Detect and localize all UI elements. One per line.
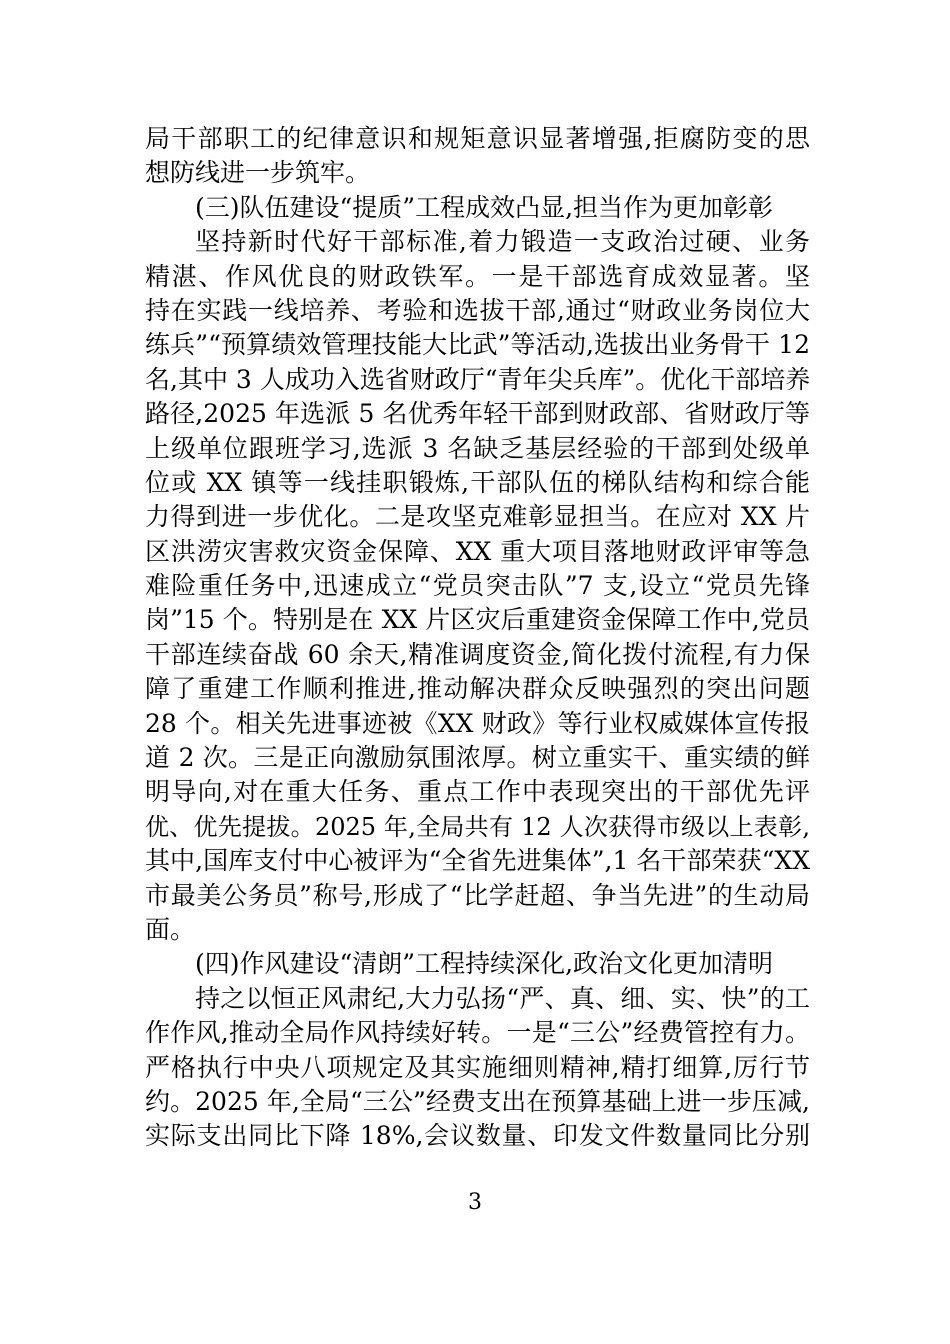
text-line: 岗”15 个。特别是在 XX 片区灾后重建资金保障工作中,党员 (145, 605, 810, 635)
text-line: 难险重任务中,迅速成立“党员突击队”7 支,设立“党员先锋 (145, 571, 810, 601)
text-line: 干部连续奋战 60 余天,精准调度资金,简化拨付流程,有力保 (145, 639, 810, 669)
text-line: 实际支出同比下降 18%,会议数量、印发文件数量同比分别 (145, 1121, 810, 1151)
text-line: 市最美公务员”称号,形成了“比学赶超、争当先进”的生动局 (145, 880, 810, 910)
text-line: 持在实践一线培养、考验和选拔干部,通过“财政业务岗位大 (145, 295, 810, 325)
text-line: 作作风,推动全局作风持续好转。一是“三公”经费管控有力。 (145, 1018, 810, 1048)
text-line: 上级单位跟班学习,选派 3 名缺乏基层经验的干部到处级单 (145, 433, 810, 463)
text-line: 明导向,对在重大任务、重点工作中表现突出的干部优先评 (145, 777, 810, 807)
text-line: 练兵”“预算绩效管理技能大比武”等活动,选拔出业务骨干 12 (145, 330, 810, 360)
text-line: 位或 XX 镇等一线挂职锻炼,干部队伍的梯队结构和综合能 (145, 467, 810, 497)
section-heading-3: (三)队伍建设“提质”工程成效凸显,担当作为更加彰彰 (195, 192, 774, 222)
text-line: 优、优先提拔。2025 年,全局共有 12 人次获得市级以上表彰, (145, 812, 810, 841)
document-body (145, 122, 810, 1154)
text-line: 坚持新时代好干部标准,着力锻造一支政治过硬、业务 (195, 227, 810, 257)
section-heading-4: (四)作风建设“清朗”工程持续深化,政治文化更加清明 (195, 949, 774, 979)
text-line: 28 个。相关先进事迹被《XX 财政》等行业权威媒体宣传报 (145, 708, 810, 738)
text-line: 局干部职工的纪律意识和规矩意识显著增强,拒腐防变的思 (145, 124, 810, 153)
text-line: 其中,国库支付中心被评为“全省先进集体”,1 名干部荣获“XX (145, 846, 810, 876)
text-line: 障了重建工作顺利推进,推动解决群众反映强烈的突出问题 (145, 674, 810, 704)
page-number: 3 (468, 1190, 482, 1215)
text-line: 力得到进一步优化。二是攻坚克难彰显担当。在应对 XX 片 (145, 502, 810, 532)
text-line: 持之以恒正风肃纪,大力弘扬“严、真、细、实、快”的工 (195, 983, 810, 1013)
text-line: 面。 (145, 914, 196, 944)
text-line: 想防线进一步筑牢。 (145, 158, 371, 188)
text-line: 严格执行中央八项规定及其实施细则精神,精打细算,厉行节 (145, 1052, 810, 1082)
text-line: 精湛、作风优良的财政铁军。一是干部选育成效显著。坚 (145, 261, 810, 291)
text-line: 名,其中 3 人成功入选省财政厅“青年尖兵库”。优化干部培养 (145, 364, 811, 394)
text-line: 路径,2025 年选派 5 名优秀年轻干部到财政部、省财政厅等 (145, 399, 810, 429)
text-line: 约。2025 年,全局“三公”经费支出在预算基础上进一步压减, (145, 1086, 810, 1116)
text-line: 区洪涝灾害救灾资金保障、XX 重大项目落地财政评审等急 (145, 536, 810, 566)
text-line: 道 2 次。三是正向激励氛围浓厚。树立重实干、重实绩的鲜 (145, 743, 810, 773)
